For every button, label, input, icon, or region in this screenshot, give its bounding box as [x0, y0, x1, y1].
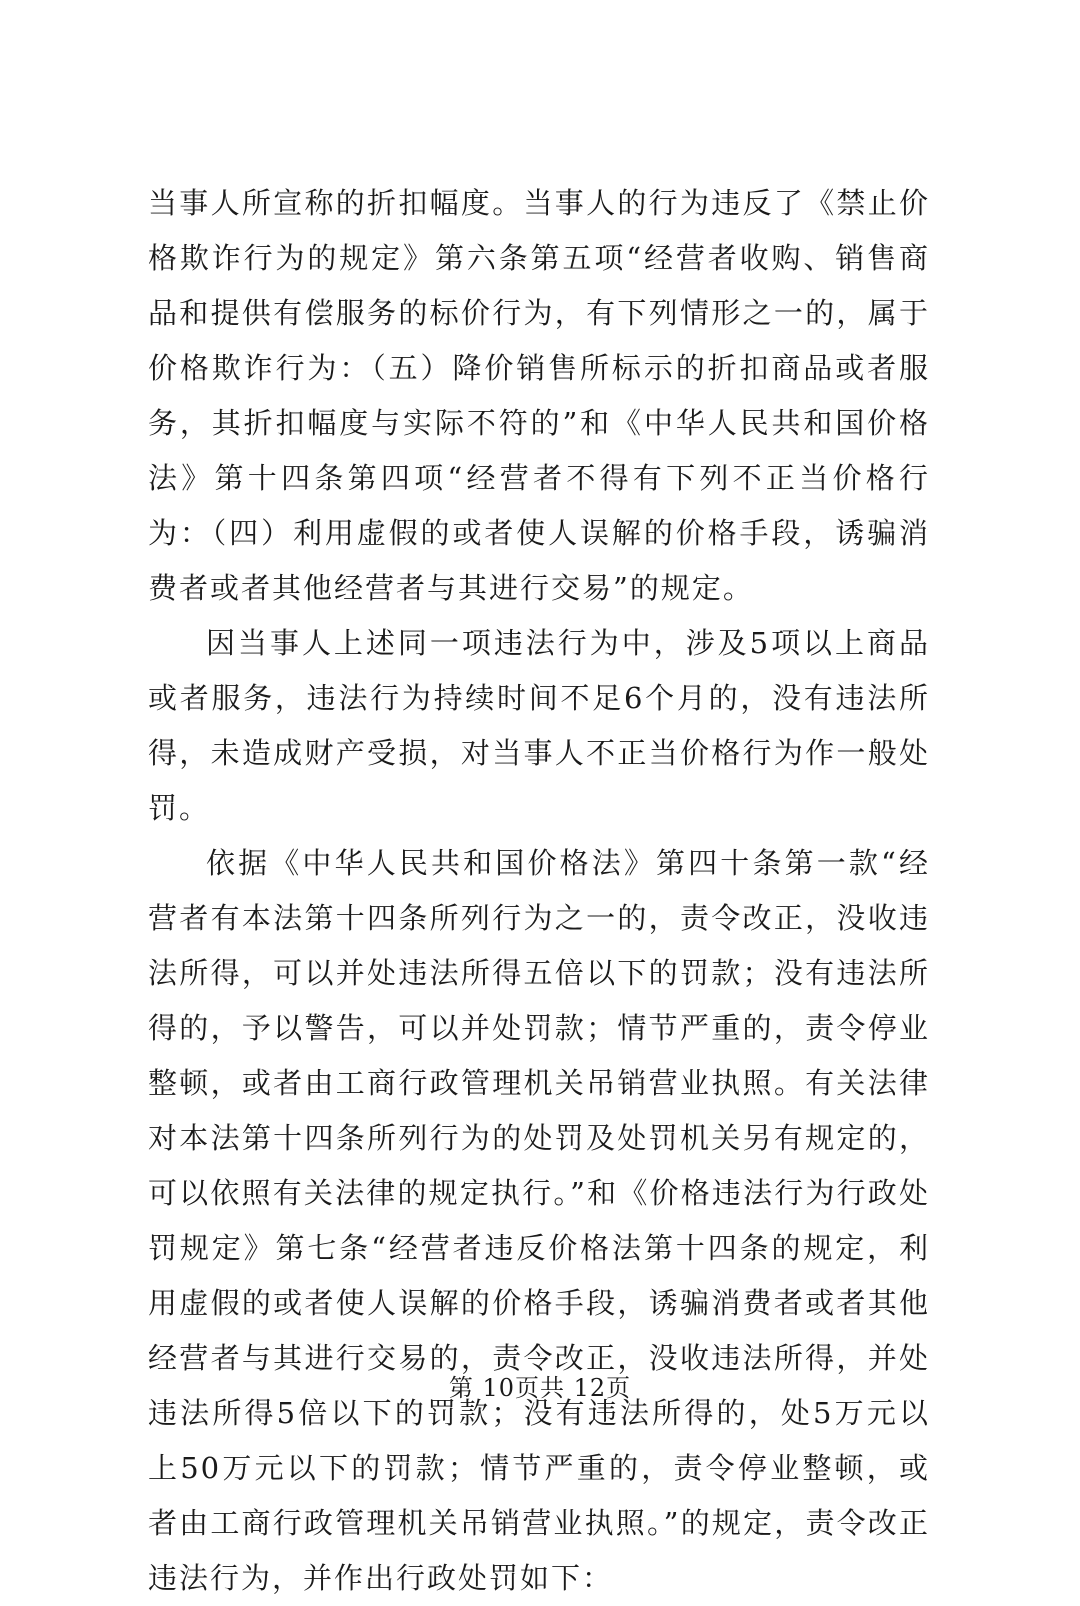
paragraph-penalty-basis: 因当事人上述同一项违法行为中，涉及5项以上商品或者服务，违法行为持续时间不足6个月的，没有违法所得，未造成财产受损，对当事人不正当价格行为作一般处罚。: [148, 626, 930, 825]
paragraph-violation-finding: 当事人所宣称的折扣幅度。当事人的行为违反了《禁止价格欺诈行为的规定》第六条第五项“经营者收购、销售商品和提供有偿服务的标价行为，有下列情形之一的，属于价格欺诈行为：（五）降价销售所标示的折扣商品或者服务，其折扣幅度与实际不符的”和《中华人民共和国价格法》第十四条第四项“经营者不得有下列不正当价格行为：（四）利用虚假的或者使人误解的价格手段，诱骗消费者或者其他经营者与其进行交易”的规定。: [148, 186, 930, 605]
paragraph-legal-provisions: 依据《中华人民共和国价格法》第四十条第一款“经营者有本法第十四条所列行为之一的，责令改正，没收违法所得，可以并处违法所得五倍以下的罚款；没有违法所得的，予以警告，可以并处罚款；情节严重的，责令停业整顿，或者由工商行政管理机关吊销营业执照。有关法律对本法第十四条所列行为的处罚及处罚机关另有规定的，可以依照有关法律的规定执行。”和《价格违法行为行政处罚规定》第七条“经营者违反价格法第十四条的规定，利用虚假的或者使人误解的价格手段，诱骗消费者或者其他经营者与其进行交易的，责令改正，没收违法所得，并处违法所得5倍以下的罚款；没有违法所得的，处5万元以上50万元以下的罚款；情节严重的，责令停业整顿，或者由工商行政管理机关吊销营业执照。”的规定，责令改正违法行为，并作出行政处罚如下：: [148, 846, 930, 1595]
page-number-footer: 第 10页共 12页: [448, 1374, 632, 1402]
